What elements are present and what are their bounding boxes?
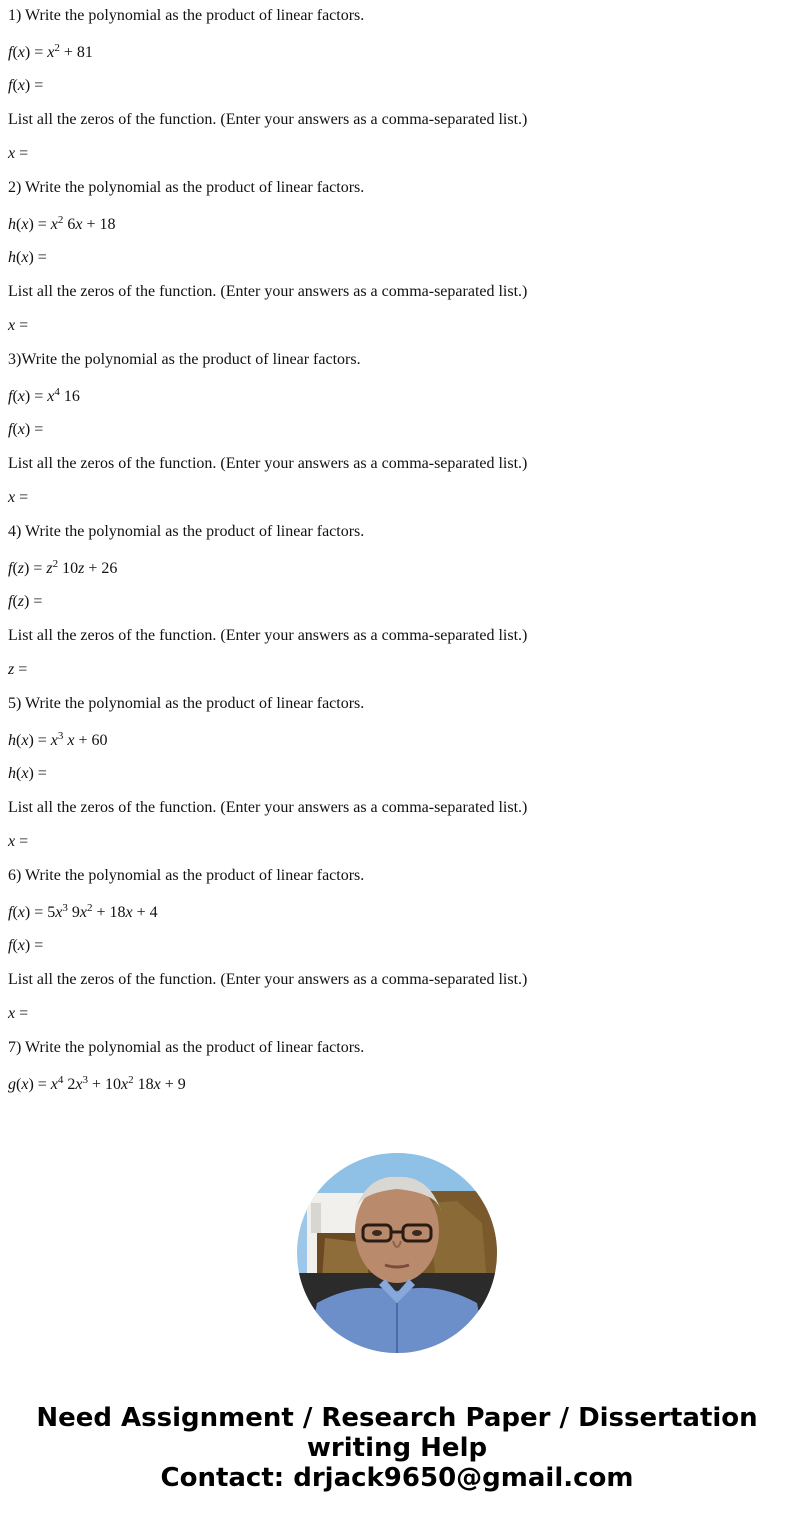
factored-answer-label: h(x) = [8, 249, 47, 266]
function-variable: x [21, 732, 29, 749]
variable: x [79, 904, 87, 921]
variable: x [50, 732, 58, 749]
function-variable: x [21, 1076, 29, 1093]
term-text: + 18 [82, 216, 116, 233]
function-name: h [8, 216, 16, 233]
polynomial-formula: $h(x) = x^2$ 6x + 18 [8, 214, 116, 233]
problem-heading: 1) Write the polynomial as the product of linear factors. [8, 7, 365, 24]
zeros-prompt: List all the zeros of the function. (Enter your answers as a comma-separated list.) [8, 283, 528, 300]
function-variable: z [17, 593, 25, 610]
term-text: + 26 [84, 560, 118, 577]
function-variable: x [21, 249, 29, 266]
term-text: + 10 [88, 1076, 122, 1093]
function-variable: z [17, 560, 25, 577]
function-name: h [8, 732, 16, 749]
function-variable: x [17, 421, 25, 438]
polynomial-formula: $f(x) = x^4$ 16 [8, 386, 80, 405]
polynomial-formula: $g(x) = x^4$ $2x^3 + 10x^2$ 18x + 9 [8, 1074, 186, 1093]
factored-answer-label: f(x) = [8, 77, 44, 94]
polynomial-formula: $h(x) = x^3$ x + 60 [8, 730, 108, 749]
zeros-variable: x [8, 1005, 16, 1022]
zeros-variable: x [8, 833, 16, 850]
function-name: f [8, 904, 13, 921]
variable: x [55, 904, 63, 921]
exponent: 3 [57, 730, 64, 742]
exponent: 2 [52, 558, 59, 570]
function-name: g [8, 1076, 16, 1093]
term-text: 9 [67, 904, 80, 921]
factored-answer-label: f(x) = [8, 421, 44, 438]
term-text: 5 [47, 904, 56, 921]
variable: x [125, 904, 133, 921]
function-variable: x [21, 765, 29, 782]
function-variable: x [17, 77, 25, 94]
problem-heading: 6) Write the polynomial as the product of linear factors. [8, 867, 365, 884]
zeros-answer-label: x = [8, 317, 29, 334]
author-portrait [297, 1153, 497, 1353]
exponent: 2 [86, 902, 93, 914]
variable: z [78, 560, 85, 577]
footer-line-2: writing Help [306, 1433, 488, 1463]
variable: x [50, 216, 58, 233]
term-text: 16 [59, 388, 80, 405]
polynomial-formula: $f(z) = z^2$ 10z + 26 [8, 558, 118, 577]
function-name: h [8, 765, 16, 782]
problem-heading: 5) Write the polynomial as the product of linear factors. [8, 695, 365, 712]
portrait-image [297, 1153, 497, 1353]
problem-heading: 7) Write the polynomial as the product of linear factors. [8, 1039, 365, 1056]
factored-answer-label: f(x) = [8, 937, 44, 954]
zeros-answer-label: x = [8, 833, 29, 850]
zeros-variable: x [8, 145, 16, 162]
variable: z [46, 560, 53, 577]
variable: x [75, 216, 83, 233]
function-name: f [8, 593, 13, 610]
exponent: 3 [82, 1074, 89, 1086]
footer-line-1: Need Assignment / Research Paper / Dissertation [36, 1403, 758, 1433]
zeros-answer-label: x = [8, 145, 29, 162]
zeros-variable: x [8, 489, 16, 506]
exponent: 2 [54, 42, 60, 54]
function-variable: x [17, 937, 25, 954]
function-variable: x [17, 388, 25, 405]
term-text: + 18 [92, 904, 126, 921]
exponent: 4 [57, 1074, 64, 1086]
term-text: 6 [63, 216, 76, 233]
variable: x [67, 732, 75, 749]
function-name: h [8, 249, 16, 266]
polynomial-formula: $f(x) = 5x^3$ $9x^2 + 18x + 4$ [8, 902, 158, 921]
term-text: 2 [63, 1076, 76, 1093]
variable: x [50, 1076, 58, 1093]
term-text: + 4 [132, 904, 158, 921]
variable: x [47, 44, 55, 61]
exponent: 4 [54, 386, 60, 398]
problem-document [8, 6, 788, 1108]
variable: x [153, 1076, 161, 1093]
zeros-answer-label: z = [8, 661, 28, 678]
function-name: f [8, 44, 13, 61]
factored-answer-label: h(x) = [8, 765, 47, 782]
zeros-answer-label: x = [8, 1005, 29, 1022]
zeros-prompt: List all the zeros of the function. (Enter your answers as a comma-separated list.) [8, 971, 528, 988]
exponent: 2 [57, 214, 64, 226]
term-text: + 81 [59, 44, 93, 61]
problem-heading: 4) Write the polynomial as the product of linear factors. [8, 523, 365, 540]
variable: x [75, 1076, 83, 1093]
function-name: f [8, 560, 13, 577]
term-text: 10 [58, 560, 79, 577]
problem-heading: 3)Write the polynomial as the product of linear factors. [8, 351, 361, 368]
polynomial-formula: $f(x) = x^2 + 81$ [8, 42, 93, 61]
term-text: + 9 [160, 1076, 186, 1093]
zeros-variable: x [8, 317, 16, 334]
zeros-prompt: List all the zeros of the function. (Enter your answers as a comma-separated list.) [8, 111, 528, 128]
function-variable: x [21, 216, 29, 233]
exponent: 3 [62, 902, 68, 914]
term-text: + 60 [74, 732, 108, 749]
term-text: 18 [133, 1076, 154, 1093]
function-name: f [8, 421, 13, 438]
factored-answer-label: f(z) = [8, 593, 43, 610]
function-name: f [8, 388, 13, 405]
zeros-variable: z [8, 661, 15, 678]
function-variable: x [17, 44, 25, 61]
zeros-prompt: List all the zeros of the function. (Enter your answers as a comma-separated list.) [8, 627, 528, 644]
zeros-answer-label: x = [8, 489, 29, 506]
zeros-prompt: List all the zeros of the function. (Enter your answers as a comma-separated list.) [8, 455, 528, 472]
function-variable: x [17, 904, 25, 921]
problem-heading: 2) Write the polynomial as the product of linear factors. [8, 179, 365, 196]
zeros-prompt: List all the zeros of the function. (Enter your answers as a comma-separated list.) [8, 799, 528, 816]
variable: x [47, 388, 55, 405]
function-name: f [8, 77, 13, 94]
footer-contact: Contact: drjack9650@gmail.com [160, 1463, 634, 1493]
function-name: f [8, 937, 13, 954]
exponent: 2 [128, 1074, 134, 1086]
footer-banner [0, 1403, 794, 1493]
variable: x [121, 1076, 129, 1093]
